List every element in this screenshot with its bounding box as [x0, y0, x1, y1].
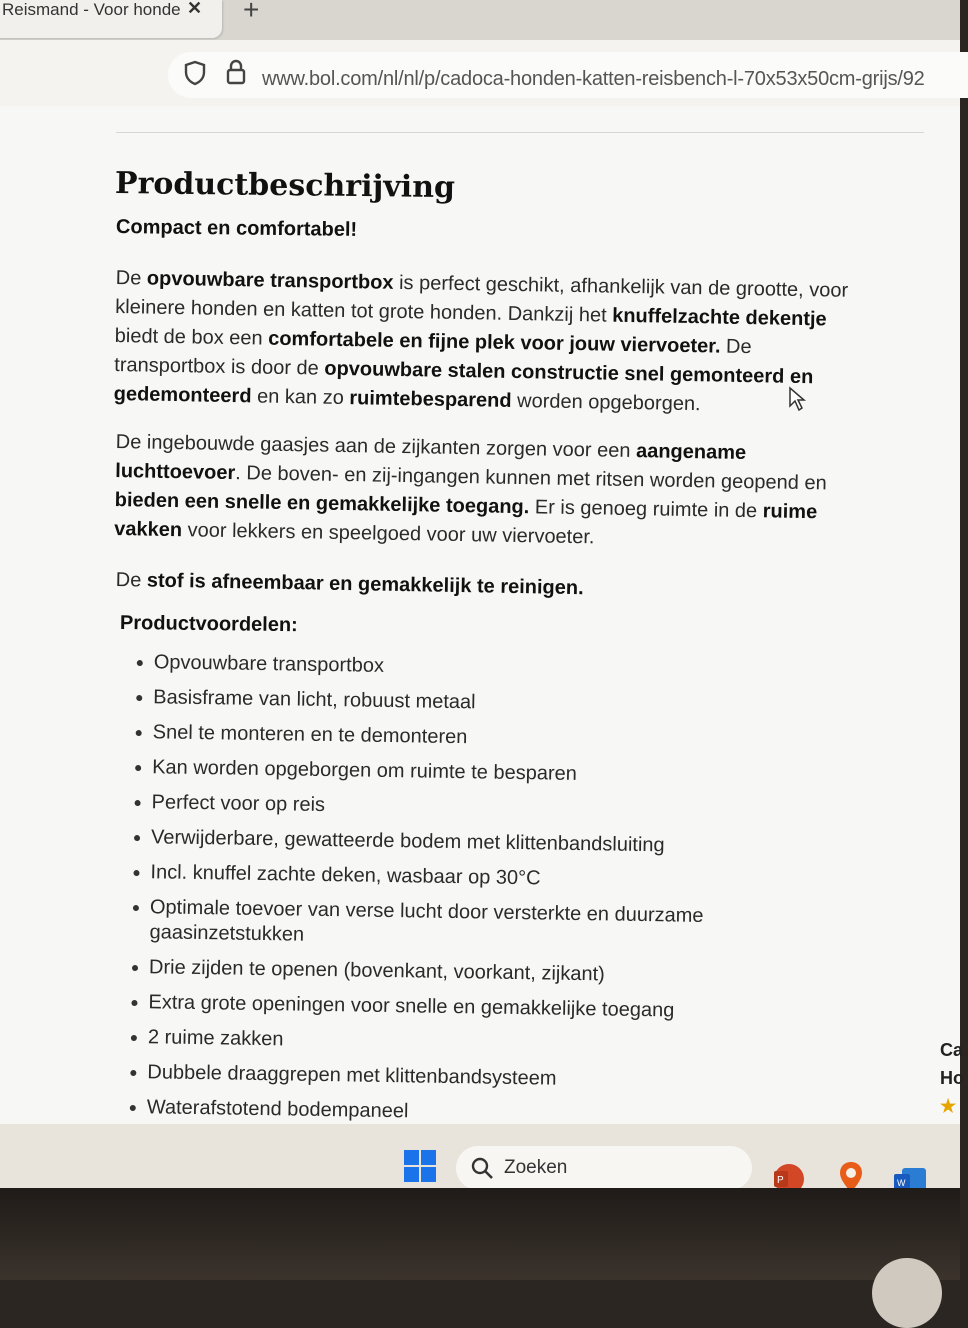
benefits-title: Productvoordelen: — [119, 612, 298, 637]
list-item: Optimale toevoer van verse lucht door versterkte en duurzame gaasinzetstukken — [131, 895, 752, 955]
list-item: Dubbele draaggrepen met klittenbandsysteem — [129, 1060, 749, 1095]
close-tab-icon[interactable]: ✕ — [187, 0, 203, 18]
text-run: voor lekkers en speelgoed voor uw viervoeter. — [181, 519, 595, 549]
benefits-list — [128, 650, 755, 1140]
list-item: Extra grote openingen voor snelle en gemakkelijke toegang — [130, 990, 750, 1025]
bold-text: ruime vakken — [114, 500, 818, 542]
text-run: De ingebouwde gaasjes aan de zijkanten zorgen voor een — [115, 430, 637, 463]
bold-text: bieden een snelle en gemakkelijke toegang. — [114, 488, 530, 519]
page-title: Productbeschrijving — [114, 166, 456, 206]
bold-text: opvouwbare transportbox — [146, 267, 394, 294]
search-label: Zoeken — [504, 1157, 568, 1178]
lock-icon[interactable] — [226, 58, 246, 91]
svg-text:W: W — [897, 1178, 906, 1188]
list-item: Incl. knuffel zachte deken, wasbaar op 30°C — [132, 860, 752, 895]
list-item: Basisframe van licht, robuust metaal — [135, 685, 755, 720]
hp-logo-icon — [872, 1258, 942, 1328]
new-tab-button[interactable]: + — [243, 0, 260, 25]
tab-strip — [0, 0, 960, 40]
description-paragraph-2 — [114, 428, 856, 557]
text-run: worden opgeborgen. — [511, 389, 701, 416]
list-item: Drie zijden te openen (bovenkant, voorkant, zijkant) — [131, 955, 751, 990]
text-run: De transportbox is door de — [114, 335, 752, 380]
bold-text: comfortabele en fijne plek voor jouw viervoeter. — [267, 327, 721, 358]
rating-star-icon: ★ — [940, 1096, 957, 1116]
text-run: biedt de box een — [114, 324, 269, 350]
laptop-bezel — [0, 1188, 960, 1280]
list-item: Opvouwbare transportbox — [136, 650, 756, 685]
bold-text: stof is afneembaar en gemakkelijk te reinigen. — [146, 569, 584, 600]
list-item: Verwijderbare, gewatteerde bodem met klittenbandsluiting — [133, 825, 753, 860]
bold-text: knuffelzachte dekentje — [611, 304, 827, 331]
text-run: De — [115, 266, 148, 290]
list-item: Kan worden opgeborgen om ruimte te besparen — [134, 755, 754, 790]
divider — [116, 132, 924, 133]
svg-text:P: P — [777, 1175, 784, 1186]
description-paragraph-1 — [113, 264, 855, 422]
taskbar — [0, 1124, 960, 1188]
list-item: Perfect voor op reis — [133, 790, 753, 825]
side-text-line: Ho — [940, 1068, 964, 1088]
bold-text: opvouwbare stalen constructie snel gemonteerd en gedemonteerd — [113, 357, 814, 408]
description-paragraph-3 — [115, 566, 855, 608]
side-text-line: Ca — [940, 1040, 964, 1060]
browser-tab[interactable] — [0, 0, 222, 38]
text-run: Er is genoeg ruimte in de — [529, 496, 763, 523]
url-text[interactable]: www.bol.com/nl/nl/p/cadoca-honden-katten-reisbench-l-70x53x50cm-grijs/92 — [262, 68, 925, 90]
bold-text: ruimtebesparend — [349, 387, 512, 412]
list-item: 2 ruime zakken — [130, 1025, 750, 1060]
windows-start-icon[interactable] — [404, 1150, 436, 1187]
mouse-cursor-icon — [788, 386, 806, 417]
product-page — [0, 106, 964, 1124]
text-run: is perfect geschikt, afhankelijk van de grootte, voor kleinere honden en katten tot grote honden. Dankzij het — [115, 271, 849, 327]
search-icon — [470, 1156, 494, 1185]
tab-title: Reismand - Voor honde — [2, 0, 181, 19]
shield-icon[interactable] — [184, 60, 206, 91]
text-run: De — [115, 568, 148, 592]
bold-text: aangename luchttoevoer — [115, 440, 747, 485]
text-run: . De boven- en zij-ingangen kunnen met ritsen worden geopend en — [235, 462, 827, 495]
list-item: Snel te monteren en te demonteren — [135, 720, 755, 755]
taskbar-search[interactable] — [456, 1146, 752, 1190]
product-subheading: Compact en comfortabel! — [115, 216, 358, 241]
text-run: en kan zo — [251, 385, 350, 410]
list-item: Waterafstotend bodempaneel — [129, 1095, 749, 1130]
